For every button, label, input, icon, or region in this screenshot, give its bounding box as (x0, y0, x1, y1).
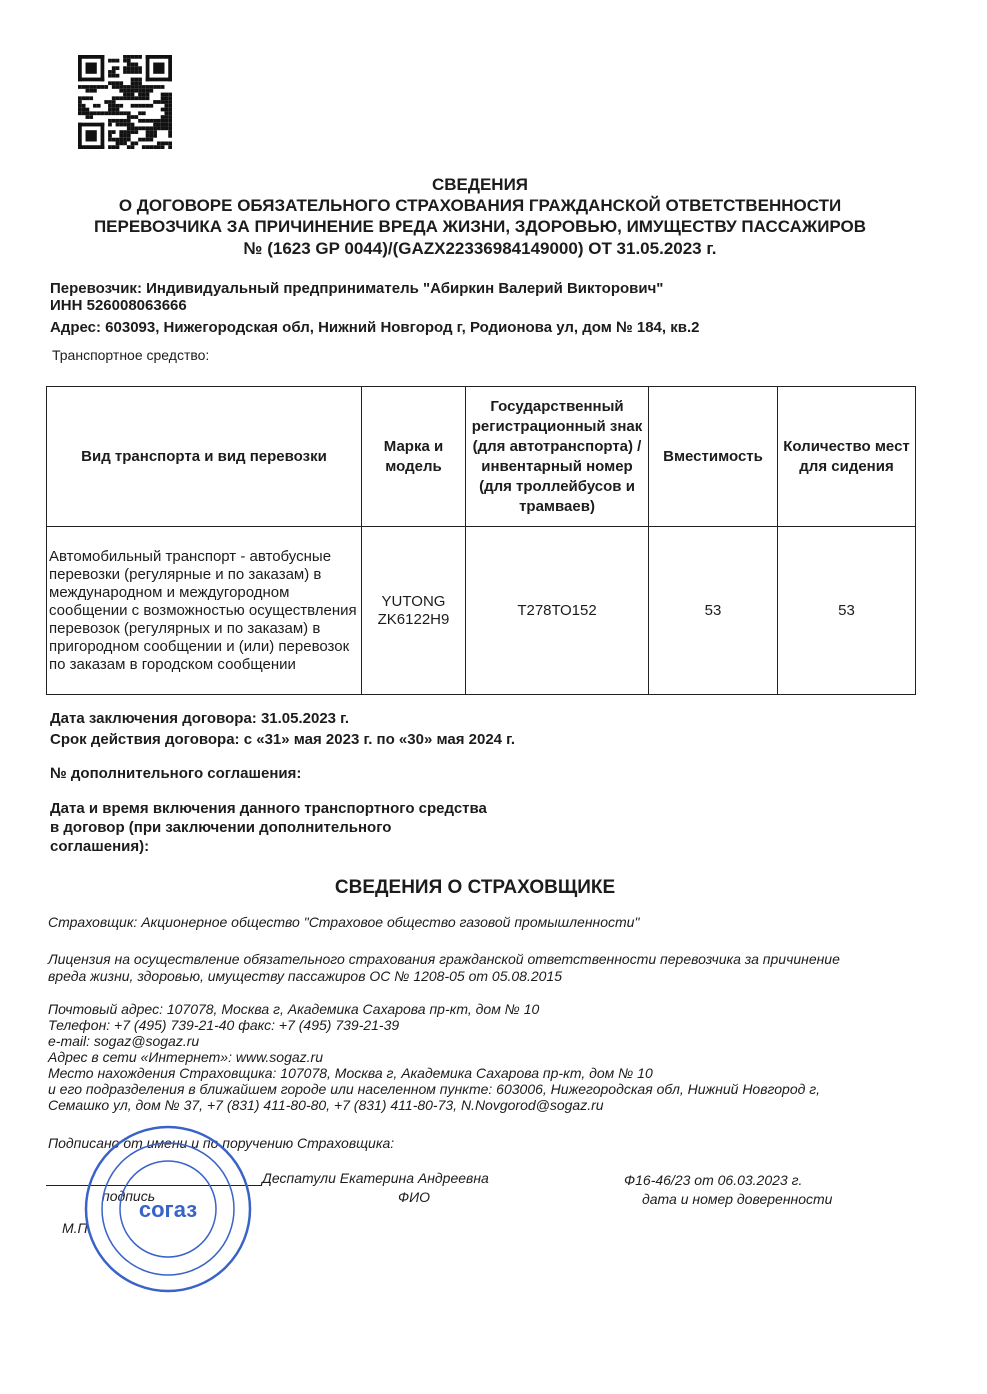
inclusion-line-3: соглашения): (50, 838, 150, 855)
insurer-name: Страховщик: Акционерное общество "Страховое общество газовой промышленности" (48, 914, 640, 930)
contract-term: Срок действия договора: с «31» мая 2023 г. по «30» мая 2024 г. (50, 731, 516, 748)
carrier-name: Перевозчик: Индивидуальный предприниматель "Абиркин Валерий Викторович" (50, 280, 664, 297)
contract-date: Дата заключения договора: 31.05.2023 г. (50, 710, 350, 727)
website: Адрес в сети «Интернет»: www.sogaz.ru (48, 1049, 323, 1065)
vehicle-table (46, 386, 916, 695)
table-header-row (47, 387, 916, 527)
cell-capacity: 53 (649, 527, 778, 695)
company-seal (82, 1123, 254, 1295)
document-subtitle-line-2: ПЕРЕВОЗЧИКА ЗА ПРИЧИНЕНИЕ ВРЕДА ЖИЗНИ, ЗДОРОВЬЮ, ИМУЩЕСТВУ ПАССАЖИРОВ (93, 217, 867, 236)
seal-logo-text: согаз (138, 1197, 198, 1222)
email: e-mail: sogaz@sogaz.ru (48, 1033, 200, 1049)
fio-label: ФИО (398, 1189, 431, 1205)
table-row (47, 527, 916, 695)
signature-label: подпись (102, 1188, 156, 1204)
header-model: Марка и модель (362, 387, 466, 527)
license-line-1: Лицензия на осуществление обязательного страхования гражданской ответственности перевозчика за причинение (48, 951, 840, 967)
power-of-attorney-label: дата и номер доверенности (642, 1191, 833, 1207)
header-plate: Государственный регистрационный знак (для автотранспорта) /инвентарный номер (для троллейбусов и трамваев) (466, 387, 649, 527)
addendum-number: № дополнительного соглашения: (50, 765, 302, 782)
carrier-inn: ИНН 526008063666 (50, 297, 187, 314)
qr-code (78, 55, 172, 149)
branch-line-2: Семашко ул, дом № 37, +7 (831) 411-80-80, +7 (831) 411-80-73, N.Novgorod@sogaz.ru (48, 1097, 604, 1113)
license-line-2: вреда жизни, здоровью, имуществу пассажиров ОС № 1208-05 от 05.08.2015 (48, 968, 563, 984)
insurer-location: Место нахождения Страховщика: 107078, Москва г, Академика Сахарова пр-кт, дом № 10 (48, 1065, 653, 1081)
postal-address: Почтовый адрес: 107078, Москва г, Академика Сахарова пр-кт, дом № 10 (48, 1001, 540, 1017)
cell-plate: Т278ТО152 (466, 527, 649, 695)
signer-name: Деспатули Екатерина Андреевна (262, 1170, 489, 1186)
header-transport-type: Вид транспорта и вид перевозки (47, 387, 362, 527)
document-subtitle-line-3: № (1623 GP 0044)/(GAZX22336984149000) ОТ 31.05.2023 г. (243, 239, 717, 258)
document-title: СВЕДЕНИЯ (431, 175, 529, 194)
inclusion-line-1: Дата и время включения данного транспортного средства (50, 800, 487, 817)
carrier-address: Адрес: 603093, Нижегородская обл, Нижний Новгород г, Родионова ул, дом № 184, кв.2 (50, 319, 700, 336)
phone-fax: Телефон: +7 (495) 739-21-40 факс: +7 (495) 739-21-39 (48, 1017, 400, 1033)
power-of-attorney: Ф16-46/23 от 06.03.2023 г. (624, 1172, 803, 1188)
cell-transport-type: Автомобильный транспорт - автобусные перевозки (регулярные и по заказам) в международном и междугородном сообщении с возможностью осуществления перевозок (регулярных и по заказам) в пригородном сообщении и (или) перевозок по заказам в городском сообщении (47, 527, 362, 695)
cell-model: YUTONG ZK6122H9 (362, 527, 466, 695)
header-capacity: Вместимость (649, 387, 778, 527)
header-seats: Количество мест для сидения (778, 387, 916, 527)
mp-label: М.П. (62, 1220, 92, 1236)
cell-seats: 53 (778, 527, 916, 695)
inclusion-line-2: в договор (при заключении дополнительного (50, 819, 392, 836)
insurer-section-title: СВЕДЕНИЯ О СТРАХОВЩИКЕ (334, 877, 616, 898)
branch-line-1: и его подразделения в ближайшем городе или населенном пункте: 603006, Нижегородская обл, Нижний Новгород г, (48, 1081, 821, 1097)
vehicle-label: Транспортное средство: (52, 347, 210, 363)
signed-on-behalf: Подписано от имени и по поручению Страховщика: (48, 1135, 395, 1151)
document-subtitle-line-1: О ДОГОВОРЕ ОБЯЗАТЕЛЬНОГО СТРАХОВАНИЯ ГРАЖДАНСКОЙ ОТВЕТСТВЕННОСТИ (118, 196, 842, 215)
